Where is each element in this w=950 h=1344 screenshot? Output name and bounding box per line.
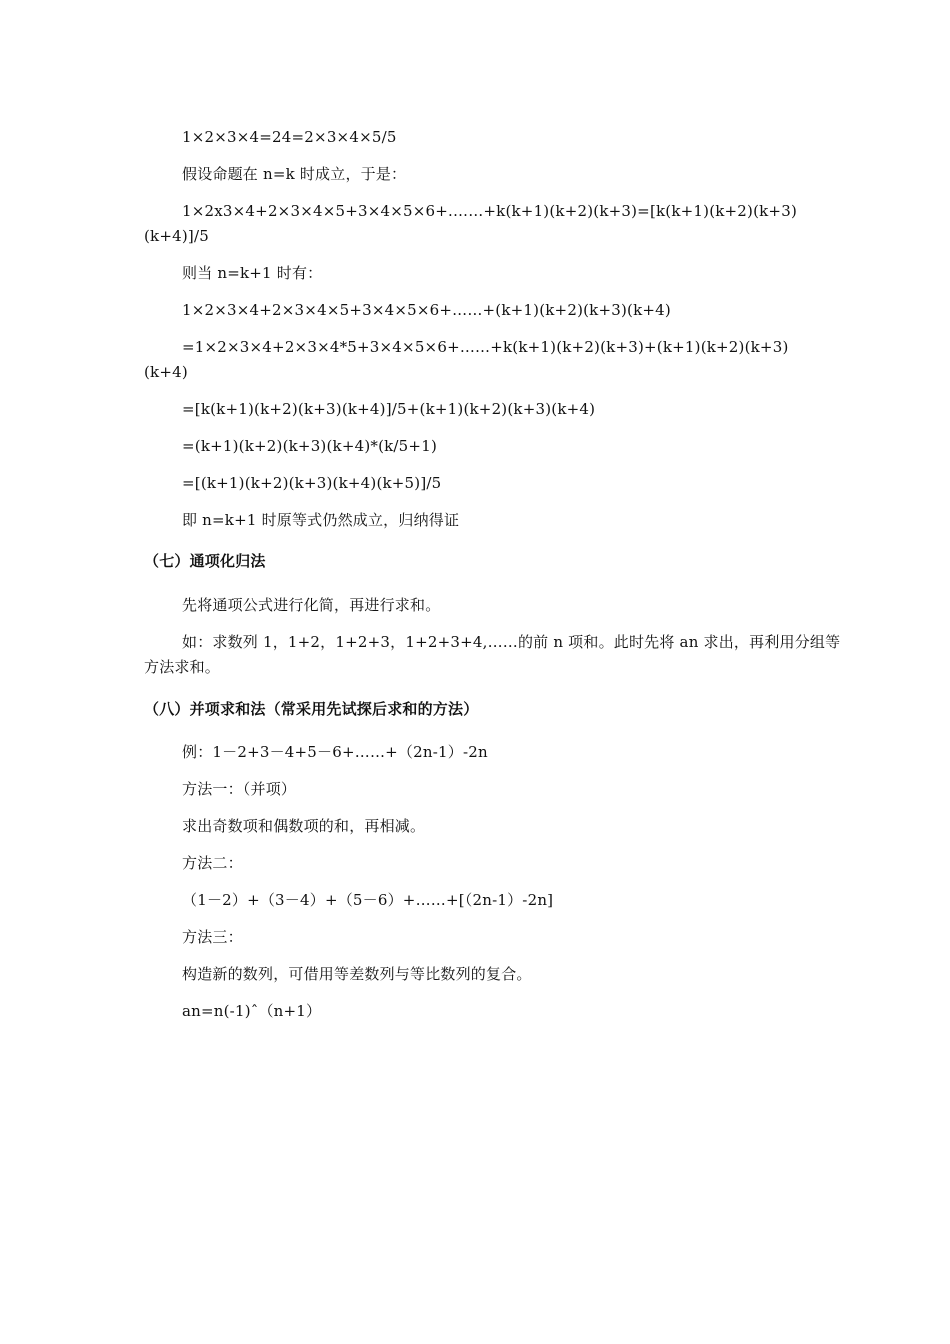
equation-hypothesis-cont: (k+4)]/5 xyxy=(144,227,209,245)
equation-hypothesis: 1×2x3×4+2×3×4×5+3×4×5×6+.……+k(k+1)(k+2)(k+3)=[k(k+1)(k+2)(k+3) xyxy=(182,202,797,220)
text-section7-example-cont: 方法求和。 xyxy=(144,658,221,676)
text-conclusion: 即 n=k+1 时原等式仍然成立，归纳得证 xyxy=(182,511,460,529)
text-method-1-desc: 求出奇数项和偶数项的和，再相减。 xyxy=(182,817,426,835)
text-method-2: 方法二： xyxy=(182,854,243,872)
text-method-1: 方法一：（并项） xyxy=(182,780,297,798)
equation-step-4: =(k+1)(k+2)(k+3)(k+4)*(k/5+1) xyxy=(182,437,437,455)
section-heading-8: （八）并项求和法（常采用先试探后求和的方法） xyxy=(144,700,479,718)
text-inductive-step: 则当 n=k+1 时有： xyxy=(182,264,323,282)
equation-method-2: （1－2）+（3－4）+（5－6）+……+[（2n-1）-2n] xyxy=(182,891,554,909)
text-section8-example: 例：1－2+3－4+5－6+……+（2n-1）-2n xyxy=(182,743,488,761)
text-hypothesis: 假设命题在 n=k 时成立，于是： xyxy=(182,165,407,183)
equation-step-2: =1×2×3×4+2×3×4*5+3×4×5×6+……+k(k+1)(k+2)(k+3)+(k+1)(k+2)(k+3) xyxy=(182,338,789,356)
equation-step-1: 1×2×3×4+2×3×4×5+3×4×5×6+……+(k+1)(k+2)(k+3)(k+4) xyxy=(182,301,671,319)
equation-base-case: 1×2×3×4=24=2×3×4×5/5 xyxy=(182,128,397,146)
text-section7-intro: 先将通项公式进行化简，再进行求和。 xyxy=(182,596,441,614)
equation-step-5: =[(k+1)(k+2)(k+3)(k+4)(k+5)]/5 xyxy=(182,474,442,492)
text-section7-example: 如：求数列 1，1+2，1+2+3，1+2+3+4,……的前 n 项和。此时先将 an 求出，再利用分组等 xyxy=(182,633,841,651)
equation-method-3: an=n(-1)ˆ（n+1） xyxy=(182,1002,322,1020)
section-heading-7: （七）通项化归法 xyxy=(144,552,266,570)
equation-step-3: =[k(k+1)(k+2)(k+3)(k+4)]/5+(k+1)(k+2)(k+3)(k+4) xyxy=(182,400,596,418)
text-method-3: 方法三： xyxy=(182,928,243,946)
text-method-3-desc: 构造新的数列，可借用等差数列与等比数列的复合。 xyxy=(182,965,532,983)
equation-step-2-cont: (k+4) xyxy=(144,363,188,381)
